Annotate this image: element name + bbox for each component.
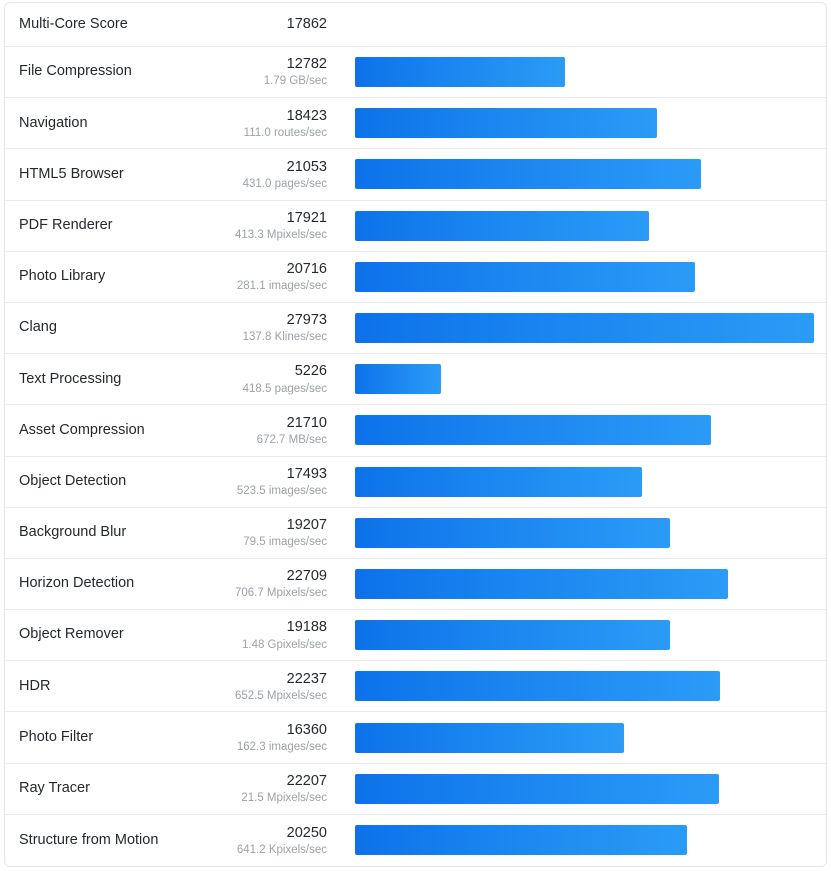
score-cell [225, 516, 329, 550]
score-cell [225, 567, 329, 601]
table-row [5, 201, 826, 252]
benchmark-name: Object Detection [19, 472, 127, 489]
benchmark-name: Structure from Motion [19, 831, 159, 848]
bar-cell [329, 457, 826, 507]
score-cell [225, 209, 329, 243]
benchmark-name: Multi-Core Score [19, 15, 128, 32]
table-row [5, 303, 826, 354]
table-row [5, 3, 826, 47]
bar-cell [329, 303, 826, 353]
benchmark-name: HDR [19, 677, 51, 694]
score-cell [225, 721, 329, 755]
score-value: 21053 [286, 158, 327, 175]
benchmark-name: Photo Filter [19, 728, 94, 745]
bar-cell [329, 3, 826, 46]
bar-cell [329, 764, 826, 814]
score-bar [355, 262, 695, 292]
score-value: 22709 [286, 568, 327, 585]
score-cell [225, 670, 329, 704]
table-row [5, 47, 826, 98]
score-value: 12782 [286, 56, 327, 73]
score-rate: 641.2 Kpixels/sec [236, 843, 327, 856]
score-bar [355, 313, 814, 343]
score-cell [225, 618, 329, 652]
benchmark-name: HTML5 Browser [19, 165, 124, 182]
score-cell [225, 772, 329, 806]
bar-cell [329, 405, 826, 455]
score-rate: 111.0 routes/sec [243, 126, 327, 139]
bar-cell [329, 149, 826, 199]
score-cell [225, 362, 329, 396]
table-row [5, 405, 826, 456]
score-rate: 79.5 images/sec [243, 536, 327, 549]
table-row [5, 252, 826, 303]
score-bar [355, 518, 670, 548]
table-row [5, 508, 826, 559]
score-cell [225, 414, 329, 448]
score-value: 17862 [286, 16, 327, 33]
benchmark-name: Asset Compression [19, 421, 145, 438]
score-bar [355, 57, 565, 87]
bar-cell [329, 712, 826, 762]
score-value: 18423 [286, 107, 327, 124]
score-rate: 672.7 MB/sec [256, 433, 327, 446]
bar-cell [329, 661, 826, 711]
score-rate: 162.3 images/sec [236, 740, 327, 753]
score-rate: 413.3 Mpixels/sec [234, 229, 327, 242]
score-value: 20250 [286, 824, 327, 841]
bar-cell [329, 354, 826, 404]
score-value: 27973 [286, 312, 327, 329]
score-cell [225, 107, 329, 141]
score-value: 22237 [286, 670, 327, 687]
score-rate: 523.5 images/sec [236, 484, 327, 497]
score-rate: 1.79 GB/sec [263, 75, 327, 88]
score-cell [225, 824, 329, 858]
table-row [5, 712, 826, 763]
bar-cell [329, 98, 826, 148]
score-rate: 418.5 pages/sec [242, 382, 327, 395]
score-rate: 652.5 Mpixels/sec [234, 689, 327, 702]
score-cell [225, 260, 329, 294]
benchmark-name: Horizon Detection [19, 575, 135, 592]
score-value: 5226 [294, 363, 327, 380]
score-bar [355, 569, 728, 599]
bar-cell [329, 610, 826, 660]
score-bar [355, 723, 624, 753]
benchmark-name: Clang [19, 319, 57, 336]
score-bar [355, 211, 649, 241]
benchmark-name: PDF Renderer [19, 216, 113, 233]
benchmark-name: Navigation [19, 114, 88, 131]
score-cell [225, 158, 329, 192]
score-rate: 706.7 Mpixels/sec [234, 587, 327, 600]
score-cell [225, 55, 329, 89]
table-row [5, 457, 826, 508]
table-row [5, 661, 826, 712]
score-bar [355, 467, 642, 497]
bar-cell [329, 815, 826, 866]
score-cell [225, 311, 329, 345]
score-rate: 281.1 images/sec [236, 280, 327, 293]
score-value: 21710 [286, 414, 327, 431]
score-rate: 431.0 pages/sec [242, 177, 327, 190]
score-bar [355, 825, 687, 855]
score-value: 17921 [286, 209, 327, 226]
score-value: 20716 [286, 261, 327, 278]
score-bar [355, 774, 719, 804]
score-bar [355, 620, 670, 650]
score-value: 22207 [286, 772, 327, 789]
table-row [5, 764, 826, 815]
score-bar [355, 159, 701, 189]
table-row [5, 98, 826, 149]
score-bar [355, 108, 657, 138]
score-bar [355, 364, 441, 394]
score-rate: 137.8 Klines/sec [242, 331, 327, 344]
score-cell [225, 15, 329, 33]
benchmark-name: File Compression [19, 63, 132, 80]
score-value: 19188 [286, 619, 327, 636]
benchmark-name: Text Processing [19, 370, 122, 387]
score-cell [225, 465, 329, 499]
bar-cell [329, 201, 826, 251]
score-value: 17493 [286, 465, 327, 482]
bar-cell [329, 252, 826, 302]
benchmark-name: Object Remover [19, 626, 124, 643]
benchmark-name: Photo Library [19, 268, 106, 285]
table-row [5, 815, 826, 866]
bar-cell [329, 47, 826, 97]
table-row [5, 610, 826, 661]
bar-cell [329, 508, 826, 558]
score-bar [355, 415, 711, 445]
score-bar [355, 671, 720, 701]
benchmark-name: Background Blur [19, 524, 127, 541]
bar-cell [329, 559, 826, 609]
score-rate: 1.48 Gpixels/sec [241, 638, 327, 651]
score-value: 19207 [286, 517, 327, 534]
table-row [5, 149, 826, 200]
score-value: 16360 [286, 721, 327, 738]
table-row [5, 354, 826, 405]
score-rate: 21.5 Mpixels/sec [241, 792, 327, 805]
table-row [5, 559, 826, 610]
benchmark-name: Ray Tracer [19, 780, 90, 797]
benchmark-score-table [4, 2, 827, 867]
